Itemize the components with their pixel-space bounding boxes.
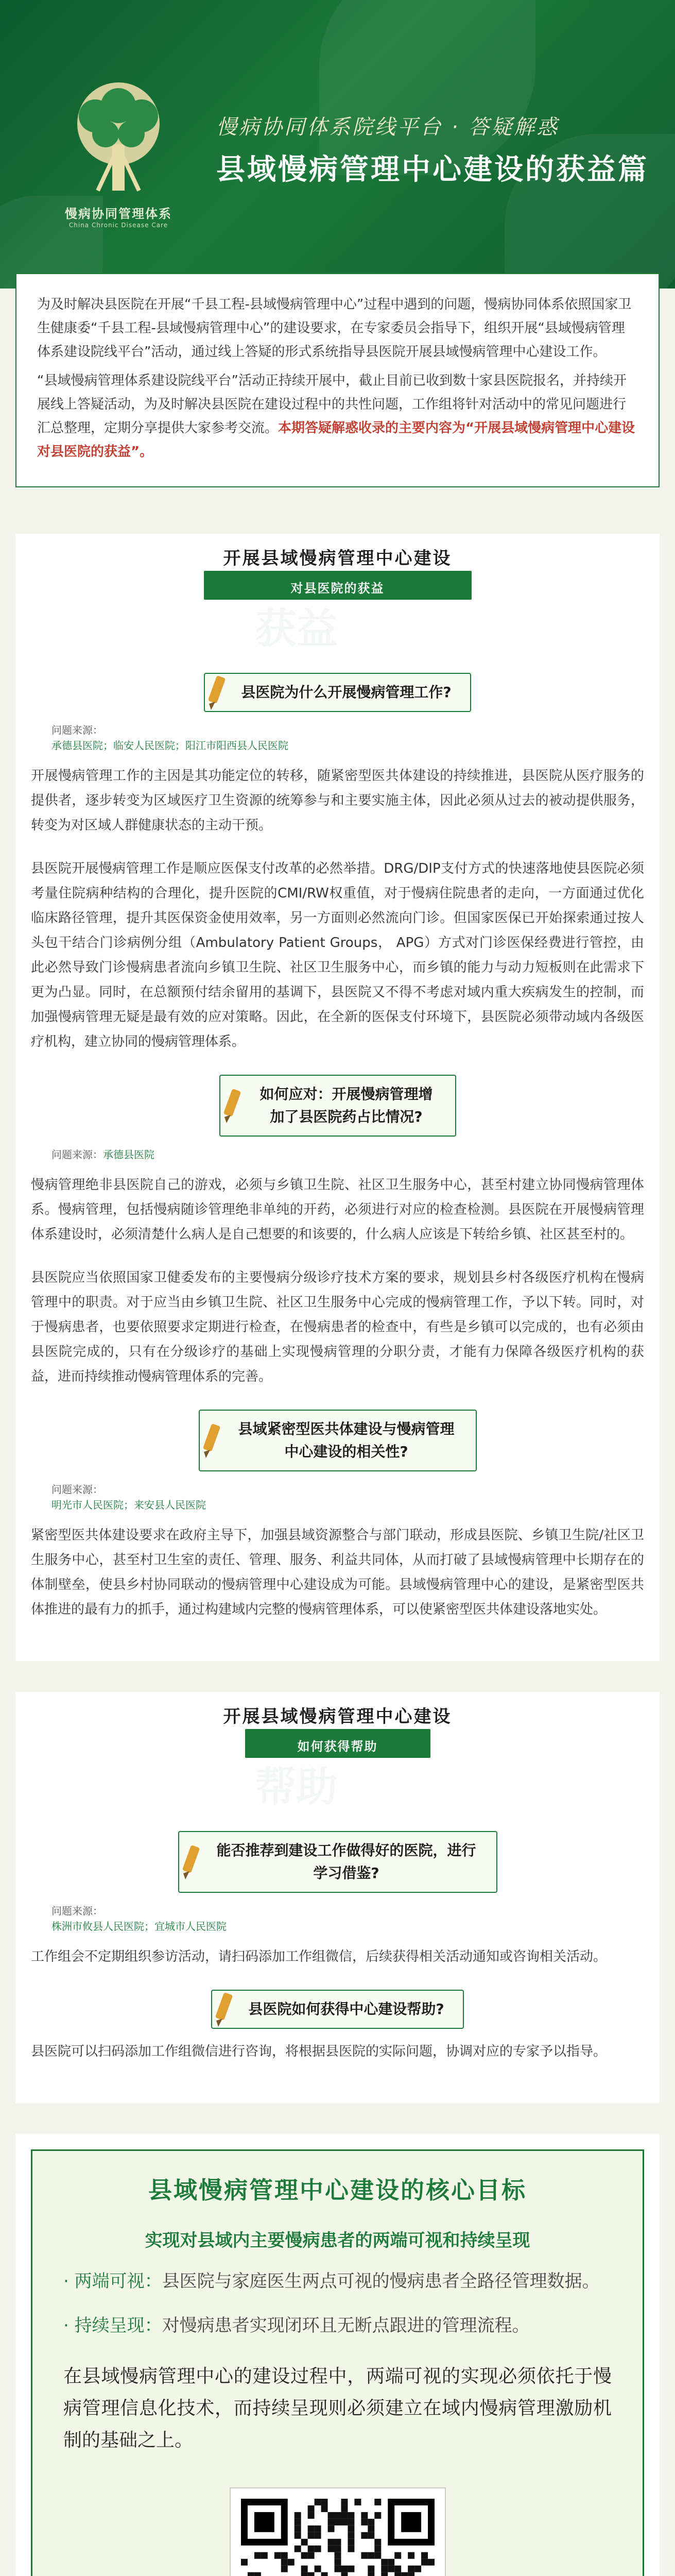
section-benefits-content [15, 647, 660, 1661]
question-text: 如何应对：开展慢病管理增加了县医院药占比情况? [259, 1086, 433, 1125]
goal-item-continuous [63, 2311, 612, 2340]
intro-highlight: 本期答疑解惑收录的主要内容为“开展县域慢病管理中心建设对县医院的获益”。 [37, 420, 635, 460]
source-label: 问题来源： [51, 724, 103, 736]
qr-code-icon [241, 2499, 435, 2576]
section-subtitle: 如何获得帮助 [297, 1739, 378, 1754]
source-hospitals: 株洲市攸县人民医院；宜城市人民医院 [51, 1920, 227, 1933]
goal-title: 县域慢病管理中心建设的核心目标 [148, 2176, 527, 2204]
question-text: 能否推荐到建设工作做得好的医院，进行学习借鉴? [216, 1842, 476, 1882]
section-subtitle: 对县医院的获益 [290, 581, 385, 596]
wechat-qr-code[interactable] [230, 2487, 446, 2576]
section-header-benefits [15, 534, 660, 653]
pen-icon [198, 673, 234, 712]
logo-subtitle: China Chronic Disease Care [68, 222, 168, 229]
page-title: 县域慢病管理中心建设的获益篇 [216, 153, 649, 187]
source-label: 问题来源： [51, 1483, 103, 1496]
goal-body: 在县域慢病管理中心的建设过程中，两端可视的实现必须依托于慢病管理信息化技术，而持续呈现则必须建立在域内慢病管理激励机制的基础之上。 [63, 2366, 612, 2451]
source-hospitals: 明光市人民医院；来安县人民医院 [51, 1499, 206, 1511]
section-watermark: 帮助 [255, 1763, 338, 1811]
source-hospitals: 承德县医院；临安人民医院；阳江市阳西县人民医院 [51, 739, 288, 752]
intro-paragraph-1: 为及时解决县医院在开展“千县工程-县域慢病管理中心”过程中遇到的问题，慢病协同体系依照国家卫生健康委“千县工程-县域慢病管理中心”的建设要求，在专家委员会指导下，组织开展“县域慢病管理体系建设院线平台”活动，通过线上答疑的形式系统指导县医院开展县域慢病管理中心建设工作。 [37, 297, 632, 360]
question-text: 县域紧密型医共体建设与慢病管理中心建设的相关性? [238, 1420, 455, 1460]
question-5 [31, 1990, 644, 2029]
question-pill [211, 1990, 463, 2029]
goal-item-label: · 两端可视： [63, 2271, 162, 2292]
section-watermark: 获益 [255, 605, 338, 653]
question-1 [31, 673, 644, 712]
section-title: 开展县域慢病管理中心建设 [223, 1706, 452, 1727]
pen-icon [213, 1086, 249, 1125]
goal-item-visible [63, 2267, 612, 2296]
pen-icon [205, 1990, 241, 2029]
section-title: 开展县域慢病管理中心建设 [223, 548, 452, 569]
source-label: 问题来源： [51, 1148, 103, 1161]
question-pill [204, 673, 471, 712]
question-pill [199, 1410, 477, 1471]
pen-icon [193, 1421, 229, 1460]
question-source [51, 722, 644, 753]
section-help-content [15, 1805, 660, 2103]
intro-paragraph-2 [37, 369, 638, 464]
intro-box [15, 273, 660, 487]
answer-paragraph: 县医院可以扫码添加工作组微信进行咨询，将根据县医院的实际问题，协调对应的专家予以指导。 [31, 2044, 607, 2059]
answer-paragraph: 慢病管理绝非县医院自己的游戏，必须与乡镇卫生院、社区卫生服务中心，甚至村建立协同慢病管理体系。慢病管理，包括慢病随诊管理绝非单纯的开药，必须进行对应的检查检测。县医院在开展慢病管理体系建设时，必须清楚什么病人是自己想要的和该要的，什么病人应该是下转给乡镇、社区甚至村的。 [31, 1177, 644, 1242]
answer-paragraph: 工作组会不定期组织参访活动，请扫码添加工作组微信，后续获得相关活动通知或咨询相关活动。 [31, 1949, 607, 1964]
question-pill [178, 1831, 497, 1893]
question-source [51, 1147, 644, 1162]
question-source [51, 1903, 644, 1934]
question-text: 县医院如何获得中心建设帮助? [248, 2001, 444, 2018]
section-header-help [15, 1692, 660, 1811]
answer-paragraph: 县医院开展慢病管理工作是顺应医保支付改革的必然举措。DRG/DIP支付方式的快速落地使县医院必须考量住院病种结构的合理化，提升医院的CMI/RW权重值，对于慢病住院患者的走向，一方面通过优化临床路径管理，提升其医保资金使用效率，另一方面则必然流向门诊。但国家医保已开始探索通过按人头包干结合门诊病例分组（Ambulatory Patient Groups， APG）方式对门诊医保经费进行管控，由此必然导致门诊慢病患者流向乡镇卫生院、社区卫生服务中心，而乡镇的能力与动力短板则在此需求下更为凸显。同时，在总额预付结余留用的基调下，县医院又不得不考虑对域内重大疾病发生的控制，而加强慢病管理无疑是最有效的应对策略。因此，在全新的医保支付环境下，县医院必须带动域内各级医疗机构，建立协同的慢病管理体系。 [31, 861, 644, 1049]
question-3 [31, 1410, 644, 1471]
source-label: 问题来源： [51, 1905, 103, 1917]
answer-paragraph: 紧密型医共体建设要求在政府主导下，加强县域资源整合与部门联动，形成县医院、乡镇卫生院/社区卫生服务中心，甚至村卫生室的责任、管理、服务、利益共同体，从而打破了县域慢病管理中长期存在的体制壁垒，使县乡村协同联动的慢病管理中心建设成为可能。县域慢病管理中心的建设，是紧密型医共体推进的最有力的抓手，通过构建域内完整的慢病管理体系，可以使紧密型医共体建设落地实处。 [31, 1528, 644, 1617]
pen-icon [172, 1842, 208, 1882]
goal-item-text: 对慢病患者实现闭环且无断点跟进的管理流程。 [162, 2315, 530, 2336]
answer-paragraph: 县医院应当依照国家卫健委发布的主要慢病分级诊疗技术方案的要求，规划县乡村各级医疗机构在慢病管理中的职责。对于应当由乡镇卫生院、社区卫生服务中心完成的慢病管理工作，予以下转。同时，对于慢病患者，也要依照要求定期进行检查，在慢病患者的检查中，有些是乡镇可以完成的，也有必须由县医院完成的，只有在分级诊疗的基础上实现慢病管理的分职分责，才能有力保障各级医疗机构的获益，进而持续推动慢病管理体系的完善。 [31, 1270, 644, 1384]
goal-item-text: 县医院与家庭医生两点可视的慢病患者全路径管理数据。 [162, 2271, 600, 2292]
header-banner [0, 0, 675, 289]
goal-item-label: · 持续呈现： [63, 2315, 162, 2336]
question-2 [31, 1075, 644, 1137]
question-4 [31, 1831, 644, 1893]
answer-paragraph: 开展慢病管理工作的主因是其功能定位的转移，随紧密型医共体建设的持续推进，县医院从医疗服务的提供者，逐步转变为区域医疗卫生资源的统筹参与和主要实施主体，因此必须从过去的被动提供服务，转变为对区域人群健康状态的主动干预。 [31, 768, 644, 833]
source-hospitals: 承德县医院 [103, 1148, 154, 1161]
question-text: 县医院为什么开展慢病管理工作? [241, 684, 452, 701]
logo-name: 慢病协同管理体系 [65, 207, 172, 221]
goal-lead: 实现对县域内主要慢病患者的两端可视和持续呈现 [145, 2230, 530, 2251]
banner-slogan: 慢病协同体系院线平台 · 答疑解惑 [216, 115, 560, 139]
core-goal-box [31, 2149, 644, 2576]
question-source [51, 1482, 644, 1513]
intro-paragraph-2-text: “县域慢病管理体系建设院线平台”活动正持续开展中，截止目前已收到数十家县医院报名，并持续开展线上答疑活动，为及时解决县医院在建设过程中的共性问题，工作组将针对活动中的常见问题进行汇总整理，定期分享提供大家参考交流。 [37, 373, 627, 436]
question-pill [219, 1075, 456, 1137]
core-goal-section [15, 2134, 660, 2576]
tree-logo-icon [57, 77, 180, 201]
